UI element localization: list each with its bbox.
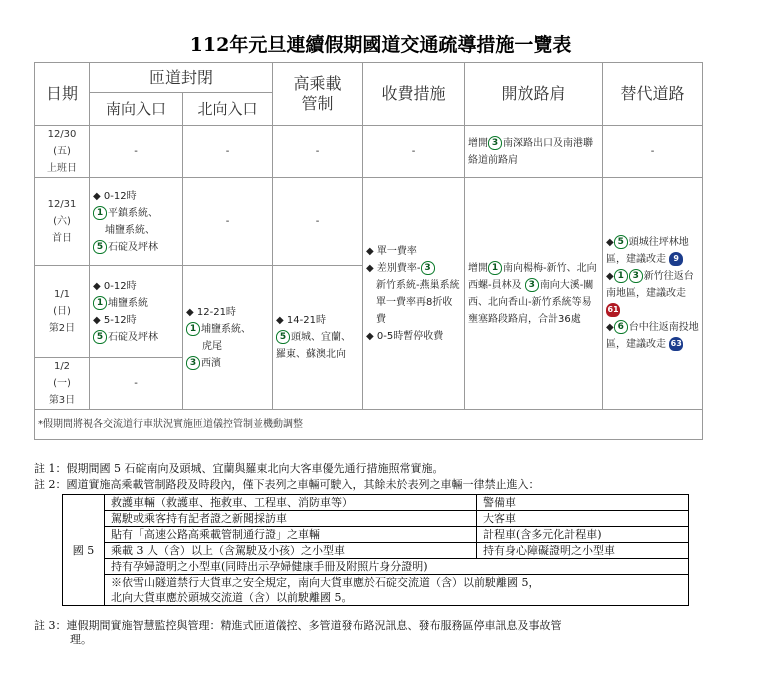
provincial-63-icon: 63 <box>669 337 683 351</box>
note-1: 註 1：假期間國 5 石碇南向及頭城、宜蘭與羅東北向大客車優先通行措施照常實施。 <box>34 462 444 475</box>
group-label: 國 5 <box>63 495 105 606</box>
header-south-entry: 南向入口 <box>90 93 183 126</box>
freeway-1-icon: 1 <box>488 261 502 275</box>
header-toll: 收費措施 <box>363 63 465 126</box>
freeway-3-icon: 3 <box>629 269 643 283</box>
hov-allowed-vehicles-table <box>62 494 689 606</box>
vehicle-item: 持有孕婦證明之小型車(同時出示孕婦健康手冊及附照片身分證明) <box>105 559 689 575</box>
note-3: 註 3：連假期間實施智慧監控與管理：精進式匝道儀控、多管道發布路況訊息、發布服務區停車訊息及事故管 理。 <box>34 619 562 646</box>
date-cell-1230: 12/30 (五) 上班日 <box>35 126 90 178</box>
vehicle-item: 貼有「高速公路高乘載管制通行證」之車輛 <box>105 527 477 543</box>
cell-dash: - <box>363 126 465 178</box>
cell-dash: - <box>273 178 363 266</box>
page-title: 112年元旦連續假期國道交通疏導措施一覽表 <box>189 34 572 56</box>
shoulder-main: 增開 1 南向楊梅-新竹、北向西螺-員林及 3 南向大溪-關西、北向香山-新竹系統等易壅塞路段路肩，合計36處 <box>465 178 603 410</box>
freeway-1-icon: 1 <box>186 322 200 336</box>
cell-dash: - <box>90 358 183 410</box>
freeway-3-icon: 3 <box>488 136 502 150</box>
freeway-6-icon: 6 <box>614 320 628 334</box>
note-2: 註 2：國道實施高乘載管制路段及時段內，僅下表列之車輛可駛入，其餘未於表列之車輛一律禁止進入： <box>34 478 540 491</box>
traffic-measures-table <box>34 62 703 440</box>
truck-rule: ※依雪山隧道禁行大貨車之安全規定，南向大貨車應於石碇交流道（含）以前駛離國 5， 北向大貨車應於頭城交流道（含）以前駛離國 5。 <box>105 575 689 606</box>
cell-dash: - <box>273 126 363 178</box>
header-north-entry: 北向入口 <box>183 93 273 126</box>
north-closure-0101: ◆ 12-21時 1 埔鹽系統、 虎尾 3 西濱 <box>183 266 273 410</box>
vehicle-item: 救護車輛（救護車、拖救車、工程車、消防車等） <box>105 495 477 511</box>
date-cell-1231: 12/31 (六) 首日 <box>35 178 90 266</box>
alternate-roads: ◆ 5 頭城往坪林地區，建議改走 9 ◆ 1 3 新竹往返台南地區，建議改走 61 ◆ 6 台中往返南投地區，建議改走 63 <box>603 178 703 410</box>
cell-dash: - <box>183 178 273 266</box>
freeway-3-icon: 3 <box>421 261 435 275</box>
provincial-9-icon: 9 <box>669 252 683 266</box>
freeway-5-icon: 5 <box>93 240 107 254</box>
freeway-1-icon: 1 <box>614 269 628 283</box>
cell-dash: - <box>90 126 183 178</box>
header-hov: 高乘載管制 <box>273 63 363 126</box>
header-shoulder: 開放路肩 <box>465 63 603 126</box>
table-footnote: *假期間將視各交流道行車狀況實施匝道儀控管制並機動調整 <box>35 410 703 440</box>
freeway-1-icon: 1 <box>93 206 107 220</box>
freeway-5-icon: 5 <box>614 235 628 249</box>
date-cell-0102: 1/2 (一) 第3日 <box>35 358 90 410</box>
header-date: 日期 <box>35 63 90 126</box>
header-ramp-closure: 匝道封閉 <box>90 63 273 93</box>
vehicle-item: 警備車 <box>477 495 689 511</box>
cell-dash: - <box>183 126 273 178</box>
freeway-1-icon: 1 <box>93 296 107 310</box>
freeway-3-icon: 3 <box>186 356 200 370</box>
toll-measures: ◆ 單一費率 ◆ 差別費率- 3 新竹系統-燕巢系統單一費率再8折收費 ◆ 0-5時暫停收費 <box>363 178 465 410</box>
vehicle-item: 駕駛或乘客持有記者證之新聞採訪車 <box>105 511 477 527</box>
header-alternate: 替代道路 <box>603 63 703 126</box>
vehicle-item: 大客車 <box>477 511 689 527</box>
vehicle-item: 持有身心障礙證明之小型車 <box>477 543 689 559</box>
cell-dash: - <box>603 126 703 178</box>
date-cell-0101: 1/1 (日) 第2日 <box>35 266 90 358</box>
provincial-61-icon: 61 <box>606 303 620 317</box>
shoulder-1230: 增開 3 南深路出口及南港聯絡道前路肩 <box>465 126 603 178</box>
freeway-5-icon: 5 <box>93 330 107 344</box>
south-closure-0101: ◆ 0-12時 1 埔鹽系統 ◆ 5-12時 5 石碇及坪林 <box>90 266 183 358</box>
south-closure-1231: ◆ 0-12時 1 平鎮系統、 埔鹽系統、 5 石碇及坪林 <box>90 178 183 266</box>
hov-0101: ◆ 14-21時 5 頭城、宜蘭、羅東、蘇澳北向 <box>273 266 363 410</box>
freeway-5-icon: 5 <box>276 330 290 344</box>
freeway-3-icon: 3 <box>525 278 539 292</box>
vehicle-item: 乘載 3 人（含）以上（含駕駛及小孩）之小型車 <box>105 543 477 559</box>
vehicle-item: 計程車(含多元化計程車) <box>477 527 689 543</box>
